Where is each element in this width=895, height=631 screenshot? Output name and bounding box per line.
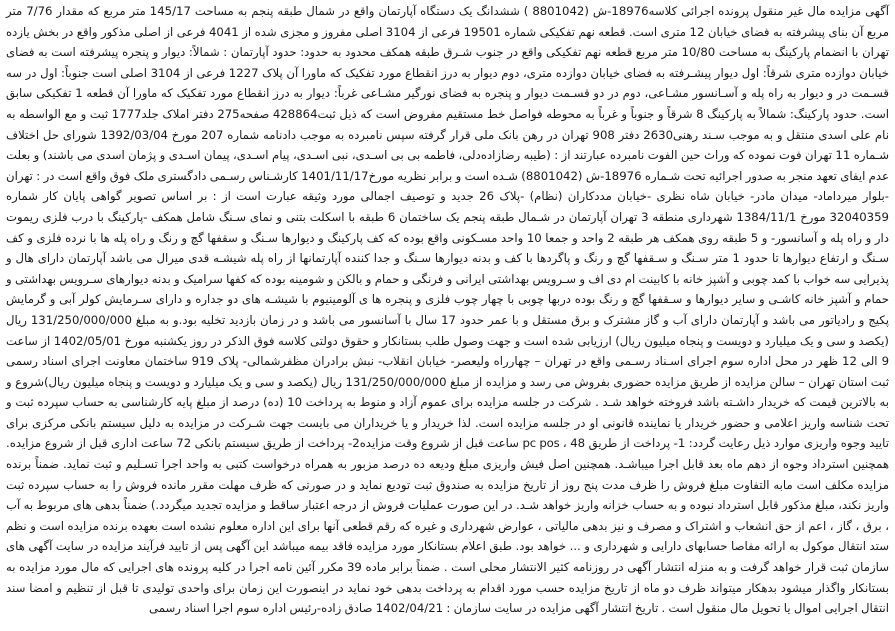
notice-body: آگهی مزایده مال غیر منقول پرونده اجرائی کلاسه18976-ش (8801042 ) ششدانگ یک دستگاه آپارتمان واقع در شمال طبقه پنجم به مساحت 145/17 متر مربع که مقدار 7/76 متر مربع آن بنای پیشرفته به فضای خیابان 12 متری است. قطعه نهم تفکیکی شماره 19501 فرعی از 3104 اصلی مفروز و مجزی شده از 4041 فرعی از اصلی مذکور واقع در بخش یازده تهران با انضمام پارکینگ به مساحت 10/80 متر مربع قطعه نهم تفکیکی واقع در جنوب شـرق طبقه همکف محدود به حدود: حدود آپارتمان : شمالاً: دیوار و پنجره پیشرفته است به فضای خیابان دوازده متری شرقاً: اول دیوار پیشـرفته به فضای خیابان دوازده متری، دوم دیوار به درز انقطاع مورد تفکیک که ماورا آن پلاک 1227 فرعی از 3104 اصلی است جنوباً: اول در سه قسـمت در و دیوار به راه پله و آسـانسور مشـاعی، دوم در دو قسـمت دیوار و پنجره به فضای نورگیر مشـاعی غرباً: دیوار به درز انقطاع مورد تفکیک که ماورا آن قطعه 1 تفکیکی سابق است. حدود پارکینگ: شمالاً به پارکینگ 8 شرقاً و جنوباً و غرباً به محوطه فواصل خط مستقیم مفروض است که ذیل ثبت428864 صفحه275 دفتر املاک جلد1777 ثبت و مع الواسطه به نام علی اسدی منتقل و به موجب سـند رهنی2630 دفتر 908 تهران در رهن بانک ملی قرار گرفته سپس نامبرده به موجب دادنامه شماره 207 مورخ 1392/03/04 شورای حل اختلاف شـماره 11 تهران فوت نموده که وراث حین الفوت نامبرده عبارتند از : (طیبه رضازاده‌دلی، فاطمه بی بی اسـدی، نبی اسـدی، پیام اسـدی، پیمان اسـدی و پژمان اسدی می باشند) و بعلت عدم ایفای تعهد منجر به صدور اجرائیه تحت شـماره 18976-ش (8801042) شـده است و برابر نظریه مورخ1401/11/17 کارشـناس رسـمی دادگستری ملک فوق واقع است در : تهران -بلوار میرداماد- میدان مادر- خیابان شاه نظری -خیابان مددکاران (نظام) -پلاک 26 جدید و توصیف اجمالی مورد وثیقه عبارت است از : بر اساس تصویر گواهی پایان کار شماره 32040359 مورخ 1384/11/1 شهرداری منطقه 3 تهران آپارتمان در شـمال طبقه پنجم یک ساختمان 6 طبقه با اسکلت بتنی و نمای سـنگ شامل همکف -پارکینگ با درب فلزی ریموت دار و راه پله و آسانسور- و 5 طبقه روی همکف هر طبقه 2 واحد و جمعا 10 واحد مسـکونی واقع بوده که کف پارکینگ و دیوارها سـنگ و سقفها گچ و رنگ و راه پله ها با نرده فلزی و کف سـنگ و ارتفاع دیوارها تا حدود 1 متر سـنگ و سـقفها گچ و رنگ و پاگردها با کف و بدنه دیوارها سـنگ و جدا کننده آپارتمانها از راه پله شیشـه قدی میرال می باشد آپارتمان دارای هال و پذیرایی سه خواب با کمد چوبی و آشپز خانه با کابینت ام دی اف و سـرویس بهداشتی ایرانی و فرنگی و حمام و بالکن و شومینه بوده که کفها سرامیک و بدنه دیوارهای سـرویس بهداشتی و حمام و آشپز خانه کاشـی و سایر دیوارها و سـقفها گچ و رنگ بوده دربها چوبی با چهار چوب فلزی و پنجره ها ی آلومینیوم با شیشـه های دو جداره و دارای سـرمایش کولر آبی و گرمایش پکیج و رادیاتور می باشد و آپارتمان دارای آب و گاز مشترک و برق مستقل و با عمر حدود 17 سال با آسانسور می باشد و در زمان بازدید تخلیه بود.و به مبلغ 131/250/000/000 ریال (یکصد و سی و یک میلیارد و دویست و پنجاه میلیون ریال) ارزیابی شده است و جهت وصول طلب بستانکار و حقوق دولتی کلاسه فوق الذکر در روز یکشنبه مورخ 1402/05/01 از ساعت 9 الی 12 ظهر در محل اداره سوم اجرای اسـناد رسـمی واقع در تهران – چهارراه ولیعصر- خیابان انقلاب- نبش برادران مظفرشمالی- پلاک 919 ساختمان معاونت اجرای اسناد رسمی ثبت استان تهران – سالن مزایده از طریق مزایده حضوری بفروش می رسد و مزایده از مبلغ 131/250/000/000 ریال (یکصد و سی و یک میلیارد و دویست و پنجاه میلیون ریال)شروع و به بالاترین قیمت که خریدار داشـته باشد فروخته خواهد شـد . شرکت در جلسه مزایده برای عموم آزاد و منوط به پرداخت 10 (ده) درصد از مبلغ پایه کارشناسی به حساب سپرده ثبت و تحت شناسه واریز اعلامی و حضور خریدار یا نماینده قانونی او در جلسه مزایده است. لذا خریدار و یا خریداران می بایست جهت شـرکت در مزایده به دلیل سیستم بانکی مرکزی برای تایید وجوه واریزی موارد ذیل رعایت گردد: 1- پرداخت از طریق pc pos ، 48 ساعت قبل از شروع وقت مزایده2- پرداخت از طریق سیستم بانکی 72 ساعت اداری قبل از شروع مزایده. همچنین استرداد وجوه از دهم ماه بعد قابل اجرا میباشـد. همچنین اصل فیش واریزی مبلغ ودیعه ده درصد مزبور به همراه درخواست کتبی به واحد اجرا تسـلیم و ثبت نماید. ضمناً برنده مزایده مکلف است مابه التفاوت مبلغ فروش را ظرف مدت پنج روز از تاریخ مزایده به صندوق ثبت تودیع نماید و در صورتی که ظرف مهلت مقرر مانده فروش را به حساب سپرده ثبت واریز نکند، مبلغ مذکور قابل استرداد نبوده و به حساب خزانه واریز خواهد شـد. در این صورت عملیات فروش از درجه اعتبار ساقط و مزایده تجدید میگردد.) ضمناً بدهی های مربوط به آب ، برق ، گاز ، اعم از حق انشعاب و اشتراک و مصرف و نیز بدهی مالیاتی ، عوارض شهرداری و غیره که رقم قطعی آنها برای این اداره معلوم نشده است بعهده برنده مزایده است و نظم ستد انتقال موکول به ارائه مفاصا حسابهای دارایی و شهرداری و ... خواهد بود. طبق اعلام بستانکار مورد مزایده فاقد بیمه میباشد این آگهی پس از تایید فرآیند مزایده در سایت آگهی های سازمان ثبت قرار خواهد گرفت و به منزله انتشار آگهی در روزنامه کثیر الانتشار محلی است . ضمناً برابر ماده 39 مکرر آئین نامه اجرا در کلیه پرونده های اجرایی که مال مورد مزایده به بستانکار واگذار میشود بدهکار میتواند ظرف دو ماه از تاریخ مزایده حسب مورد اقدام به پرداخت بدهی خود نماید در اینصورت این زمان برای واحدی تولیدی تا قبل از تنظیم و امضا سند انتقال اجرایی اموال یا تحویل مال منقول است . تاریخ انتشار آگهی مزایده در سایت سازمان : 1402/04/21 صادق زاده-رئیس اداره سوم اجرا اسناد رسمی [6,4,890,616]
